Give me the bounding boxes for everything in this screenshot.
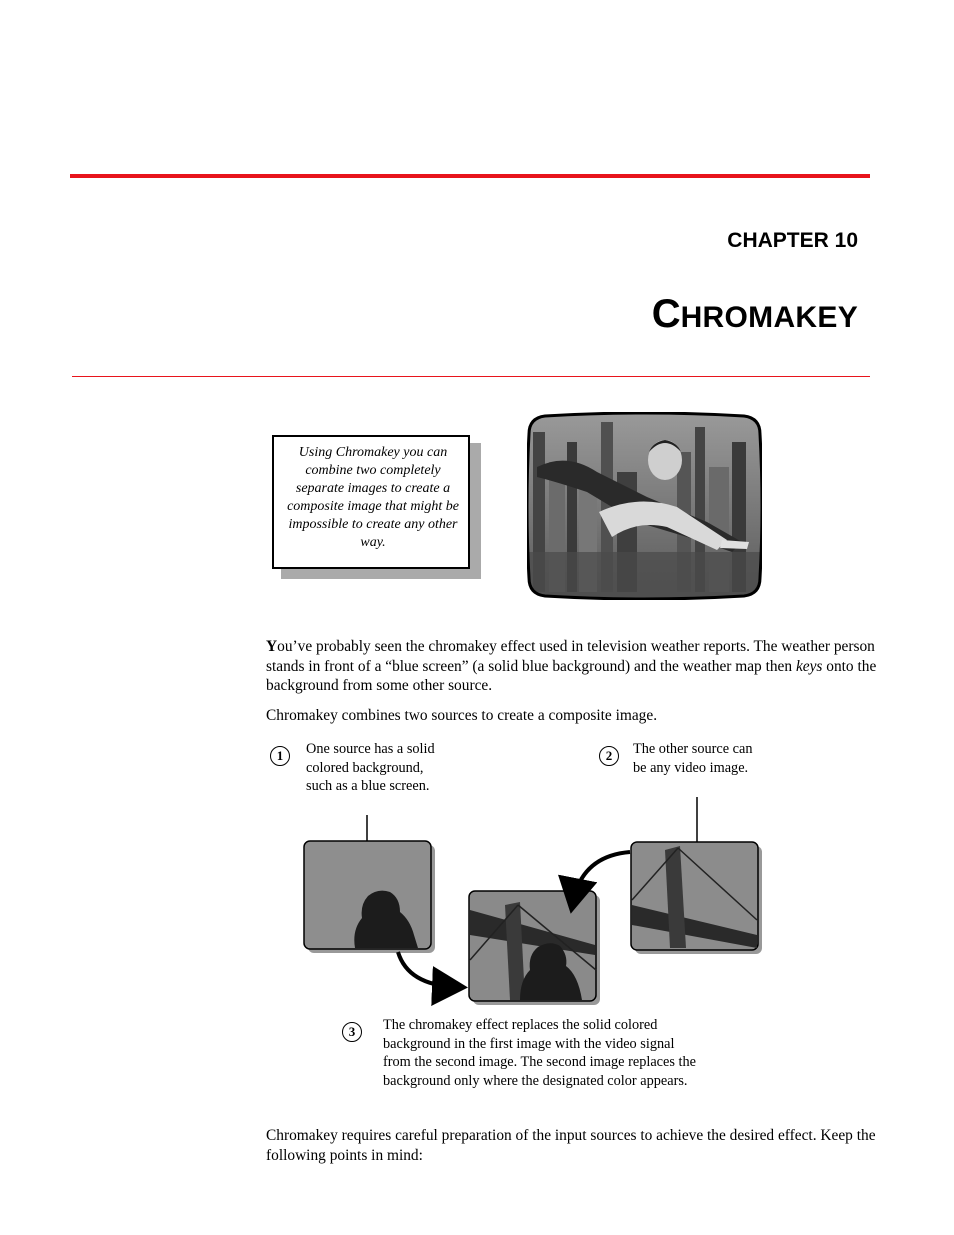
step-2-number: 2 bbox=[599, 746, 619, 766]
chapter-label: CHAPTER 10 bbox=[727, 229, 858, 252]
chapter-title-initial: C bbox=[651, 292, 681, 336]
intro-text-part2: onto the background from some other source. bbox=[266, 657, 877, 694]
combine-paragraph: Chromakey combines two sources to create a composite image. bbox=[266, 707, 658, 724]
step-1-text: One source has a solid colored background, such as a blue screen. bbox=[306, 741, 435, 795]
chapter-title bbox=[500, 292, 858, 337]
step-3-text: The chromakey effect replaces the solid colored background in the first image with the video signal from the second image. The second image replaces the background only where the designated color appears. bbox=[383, 1017, 696, 1090]
intro-paragraph bbox=[266, 637, 878, 696]
intro-dropcap: Y bbox=[266, 638, 278, 655]
step-3-number: 3 bbox=[342, 1022, 362, 1042]
composite-image bbox=[469, 891, 600, 1005]
callout-text: Using Chromakey you can combine two completely separate images to create a composite image that might be impossible to create any other way. bbox=[287, 445, 459, 550]
chapter-top-rule bbox=[70, 174, 870, 178]
chromakey-diagram bbox=[290, 790, 770, 1010]
preparation-paragraph: Chromakey requires careful preparation of the input sources to achieve the desired effect. Keep the following points in mind: bbox=[266, 1127, 876, 1164]
step-2-text: The other source can be any video image. bbox=[633, 741, 753, 776]
intro-text-part1: ou’ve probably seen the chromakey effect used in television weather reports. The weather person stands in front of a “blue screen” (a solid blue background) and the weather map then bbox=[266, 638, 875, 675]
chapter-bottom-rule bbox=[72, 376, 870, 377]
tv-composite-illustration bbox=[527, 412, 762, 600]
chapter-title-rest: HROMAKEY bbox=[680, 301, 858, 334]
intro-keys-word: keys bbox=[795, 657, 823, 675]
step-1-number: 1 bbox=[270, 746, 290, 766]
source-1-image bbox=[304, 841, 435, 953]
source-2-image bbox=[631, 842, 762, 954]
arrow-source1-to-composite bbox=[398, 952, 456, 987]
